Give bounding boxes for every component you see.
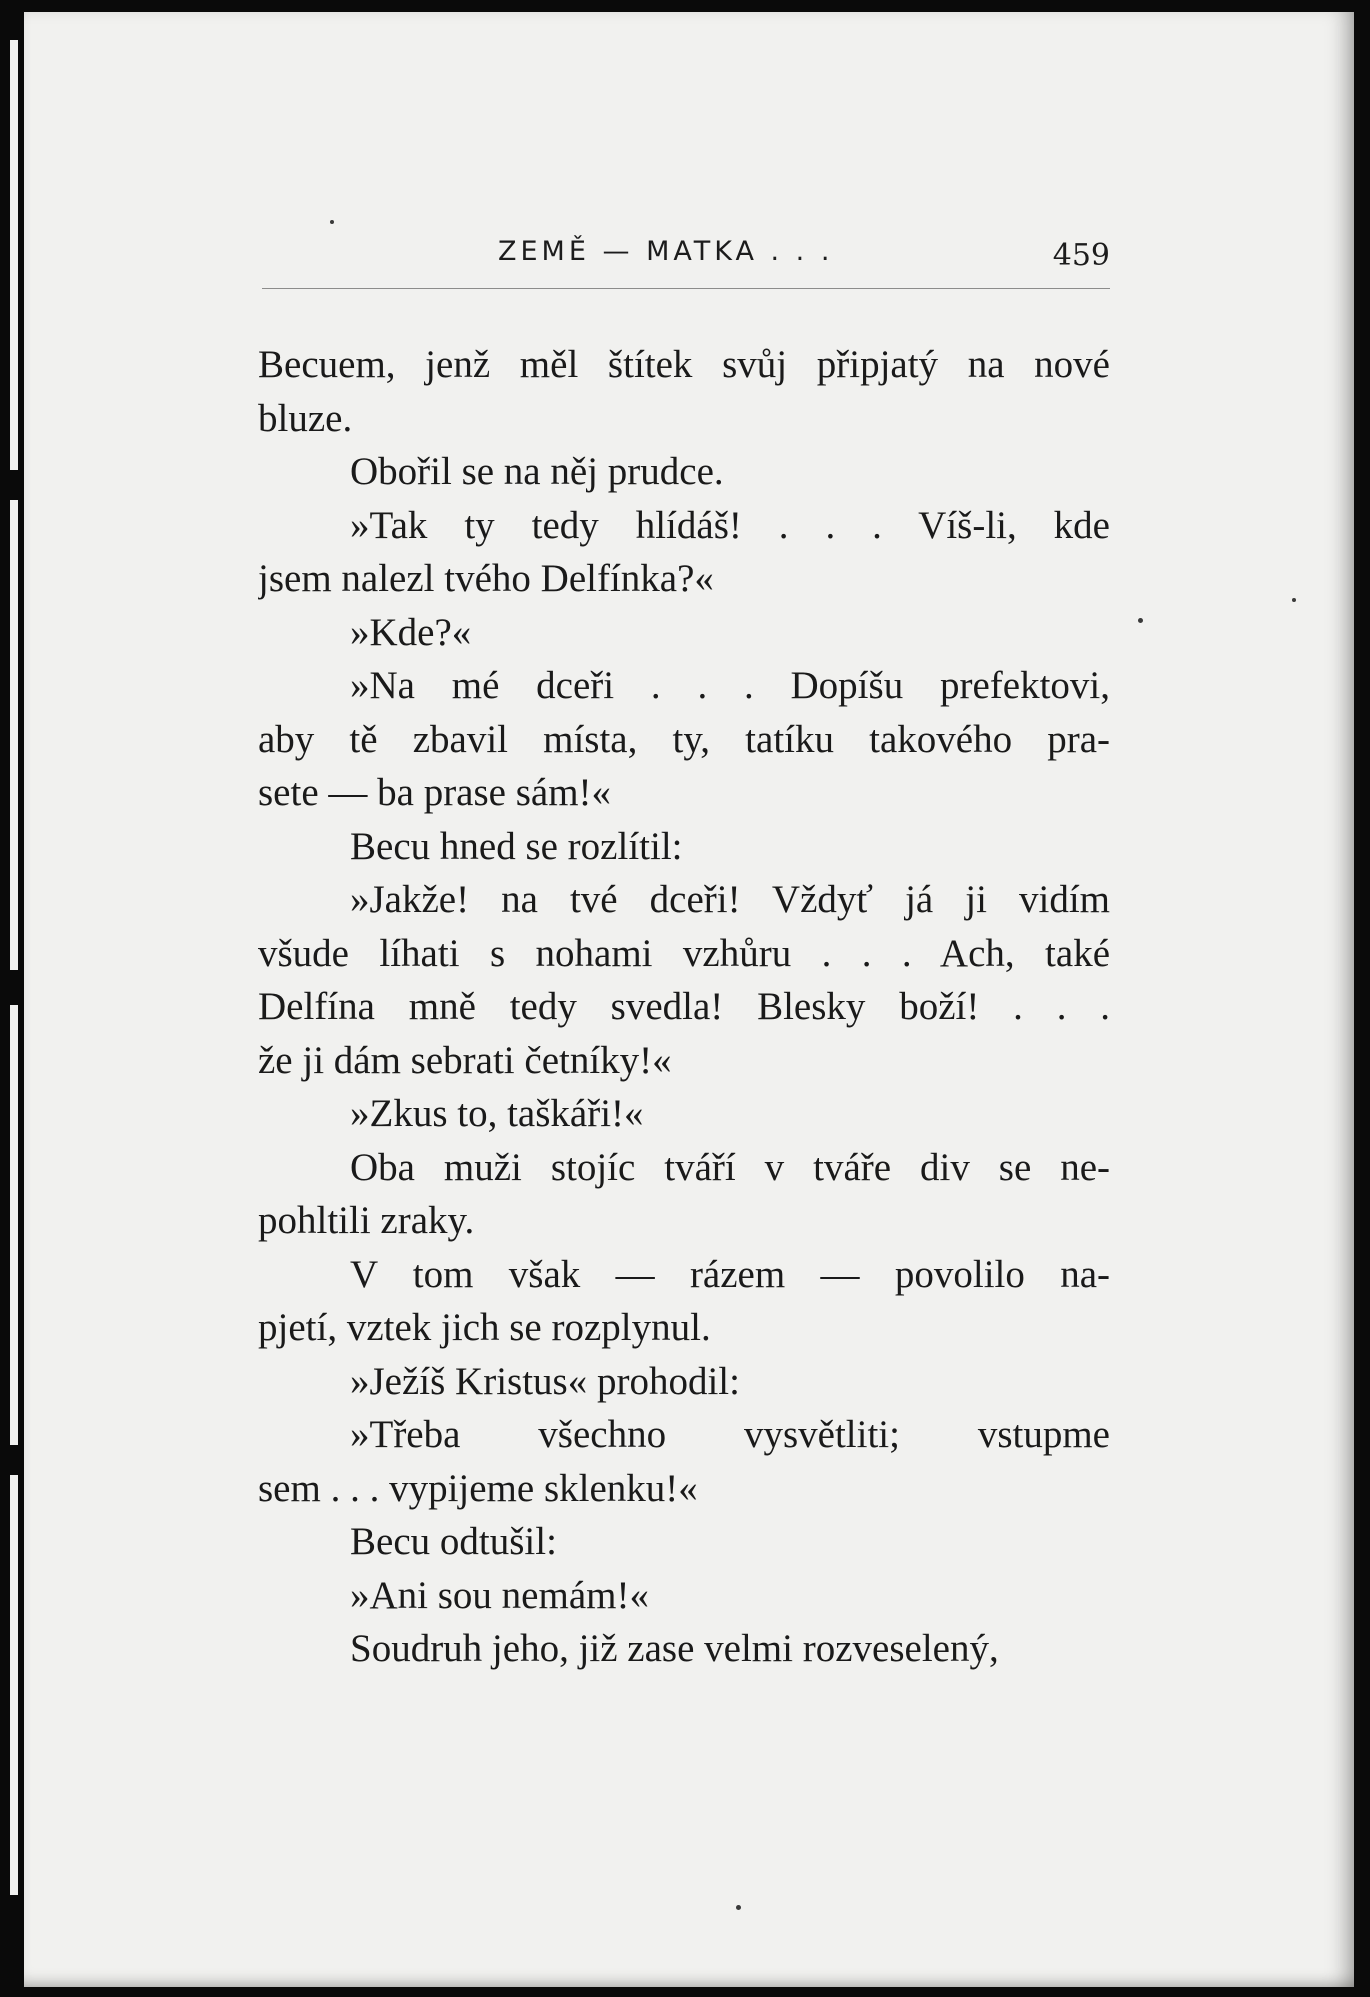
text-line: V tom však — rázem — povolilo na- (350, 1252, 1110, 1296)
book-binding-edge (0, 0, 24, 1997)
text-line: Oba muži stojíc tváří v tváře div se ne- (350, 1145, 1110, 1189)
text-line: sem . . . vypijeme sklenku!« (258, 1466, 698, 1510)
text-line: Becuem, jenž měl štítek svůj připjatý na nové (258, 343, 1110, 386)
text-line: »Ježíš Kristus« prohodil: (350, 1359, 740, 1403)
binding-paper-strip (10, 1005, 18, 1445)
text-line: Delfína mně tedy svedla! Blesky boží! . . . (258, 985, 1110, 1028)
paper-speck (1292, 598, 1296, 602)
text-line: »Třeba všechno vysvětliti; vstupme (350, 1413, 1110, 1456)
text-line: »Jakže! na tvé dceři! Vždyť já ji vidím (350, 878, 1110, 921)
text-line: Becu hned se rozlítil: (350, 824, 683, 868)
text-line: Becu odtušil: (350, 1520, 557, 1563)
binding-paper-strip (10, 40, 18, 470)
text-line: »Na mé dceři . . . Dopíšu prefektovi, (350, 664, 1110, 707)
text-line: sete — ba prase sám!« (258, 771, 612, 814)
page-number: 459 (1052, 238, 1110, 273)
paper-speck (736, 1905, 741, 1910)
text-line: všude líhati s nohami vzhůru . . . Ach, také (258, 931, 1110, 975)
text-line: pjetí, vztek jich se rozplynul. (258, 1306, 711, 1349)
binding-paper-strip (10, 1475, 18, 1895)
text-line: »Kde?« (350, 610, 472, 654)
text-line: pohltili zraky. (258, 1199, 475, 1242)
text-line: bluze. (258, 396, 353, 440)
running-title: ZEMĚ — MATKA . . . (498, 236, 834, 267)
body-text (258, 338, 1110, 1676)
text-line: jsem nalezl tvého Delfínka?« (258, 557, 714, 600)
binding-paper-strip (10, 500, 18, 970)
header-rule (262, 288, 1110, 289)
paper-speck (330, 220, 334, 224)
text-line: Obořil se na něj prudce. (350, 450, 724, 493)
page-header (258, 236, 1110, 276)
text-line: »Ani sou nemám!« (350, 1573, 649, 1617)
text-line: »Tak ty tedy hlídáš! . . . Víš-li, kde (350, 503, 1110, 547)
text-line: Soudruh jeho, již zase velmi rozveselený, (350, 1627, 999, 1670)
paper-speck (1138, 618, 1143, 623)
text-line: že ji dám sebrati četníky!« (258, 1038, 672, 1082)
text-line: »Zkus to, taškáři!« (350, 1092, 644, 1135)
text-line: aby tě zbavil místa, ty, tatíku takového pra- (258, 717, 1110, 761)
